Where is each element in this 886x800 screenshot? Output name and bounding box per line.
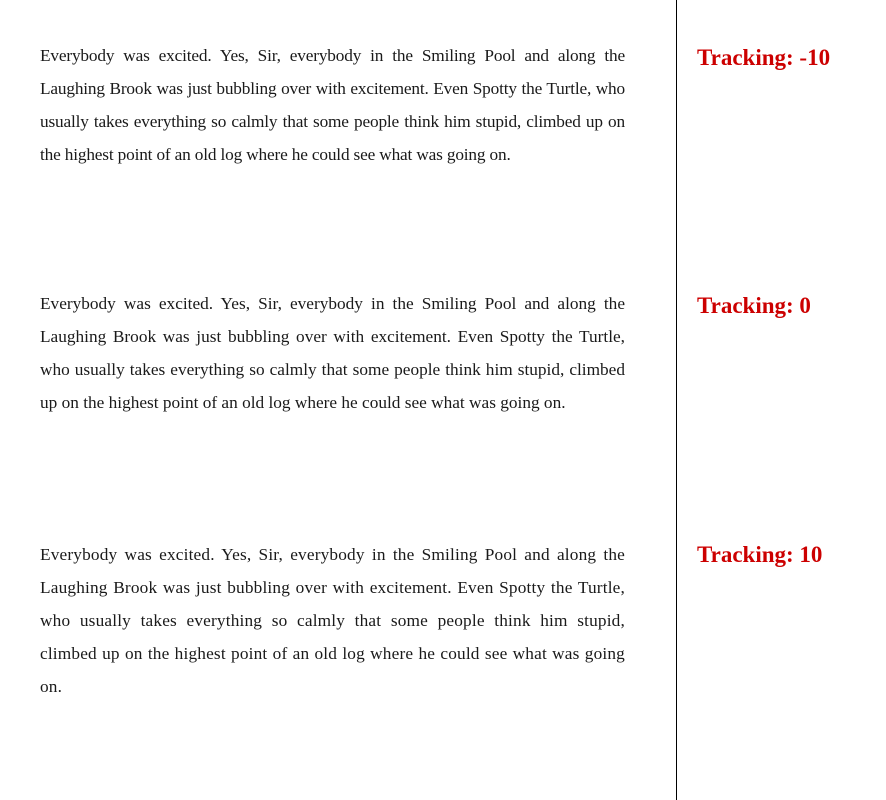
label-tracking-10: Tracking: 10 bbox=[697, 542, 823, 567]
column-divider bbox=[676, 0, 677, 800]
label-tracking-0: Tracking: 0 bbox=[697, 293, 811, 318]
paragraph-tracking-0: Everybody was excited. Yes, Sir, everybody in the Smiling Pool and along the Laughing Brook was just bubbling over with excitement. Even Spotty the Turtle, who usually takes everything so calmly that some people think him stupid, climbed up on the highest point of an old log where he could see what was going on. bbox=[40, 294, 625, 412]
paragraph-tracking-minus-10: Everybody was excited. Yes, Sir, everybody in the Smiling Pool and along the Laughing Brook was just bubbling over with excitement. Even Spotty the Turtle, who usually takes everything so calmly that some people think him stupid, climbed up on the highest point of an old log where he could see what was going on. bbox=[40, 46, 625, 164]
paragraph-tracking-10: Everybody was excited. Yes, Sir, everybody in the Smiling Pool and along the Laughing Brook was just bubbling over with excitement. Even Spotty the Turtle, who usually takes everything so calmly that some people think him stupid, climbed up on the highest point of an old log where he could see what was going on. bbox=[40, 545, 625, 696]
label-tracking-minus-10: Tracking: -10 bbox=[697, 45, 831, 70]
